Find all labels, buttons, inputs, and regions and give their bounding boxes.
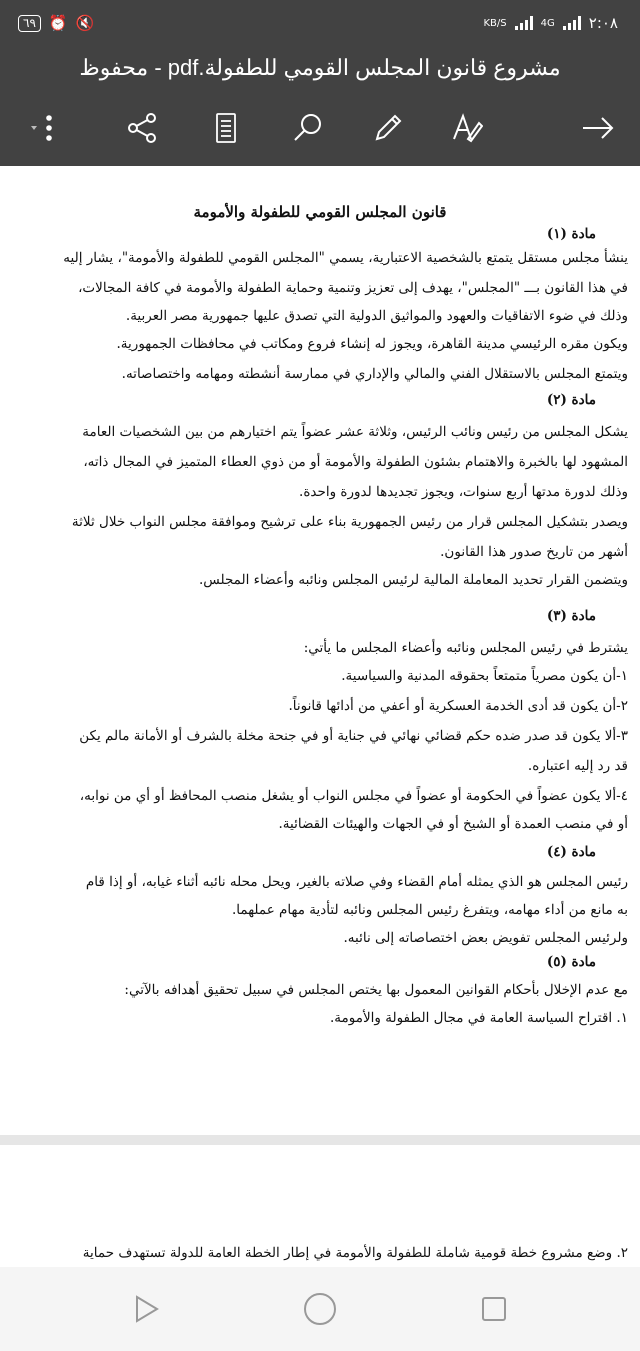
text-line: ينشأ مجلس مستقل يتمتع بالشخصية الاعتبارية، يسمي "المجلس القومي للطفولة والأمومة"، يشار إليه: [63, 250, 628, 266]
text-line: به مانع من أداء مهامه، ويتفرغ رئيس المجلس ونائبه لتأدية مهام عملهما.: [231, 902, 628, 918]
article-heading: مادة (٢): [546, 392, 596, 408]
text-line: قد رد إليه اعتباره.: [527, 758, 628, 774]
document-title-bar: مشروع قانون المجلس القومي للطفولة.pdf - محفوظ: [79, 55, 561, 80]
alarm-icon: ⏰: [48, 14, 68, 32]
article-heading: مادة (٥): [546, 954, 596, 970]
text-line: رئيس المجلس هو الذي يمثله أمام القضاء وفي صلاته بالغير، ويحل محله نائبه أثناء غيابه، أو إذا قام: [85, 874, 628, 890]
system-nav-bar: [0, 1267, 640, 1351]
text-line: أو في منصب العمدة أو الشيخ أو في الجهات والهيئات القضائية.: [278, 816, 628, 832]
document-heading: قانون المجلس القومي للطفولة والأمومة: [193, 203, 447, 221]
article-heading: مادة (٣): [546, 608, 596, 624]
text-line: ٢-أن يكون قد أدى الخدمة العسكرية أو أعفي من أدائها قانوناً.: [288, 698, 628, 714]
text-line: ١. اقتراح السياسة العامة في مجال الطفولة والأمومة.: [330, 1010, 628, 1026]
pdf-page[interactable]: [0, 166, 640, 1142]
pdf-page-2[interactable]: [0, 1145, 640, 1267]
page-list-icon[interactable]: [206, 108, 246, 148]
recents-square-icon[interactable]: [474, 1289, 514, 1329]
network-type: 4G: [540, 17, 555, 29]
page-separator: [0, 1135, 640, 1145]
overflow-menu-icon[interactable]: [26, 108, 66, 148]
article-heading: مادة (٤): [546, 844, 596, 860]
battery-indicator: ٦٩: [18, 15, 41, 32]
toolbar: [0, 100, 640, 152]
app-header: [0, 0, 640, 166]
text-line: ويتمتع المجلس بالاستقلال الفني والمالي والإداري في ممارسة أنشطته ومهامه واختصاصاته.: [121, 366, 628, 382]
text-line: ١-أن يكون مصرياً متمتعاً بحقوقه المدنية والسياسية.: [341, 668, 628, 684]
text-line: في هذا القانون بـــ "المجلس"، يهدف إلى تعزيز وتنمية وحماية الطفولة والأمومة في كافة المجالات،: [78, 280, 628, 296]
text-line: ويصدر بتشكيل المجلس قرار من رئيس الجمهورية بناء على ترشيح وموافقة مجلس النواب خلال ثلاثة: [71, 514, 628, 530]
ink-signature-icon[interactable]: [446, 108, 486, 148]
text-line: ولرئيس المجلس تفويض بعض اختصاصاته إلى نائبه.: [343, 930, 628, 946]
signal-icon-2: [563, 16, 581, 30]
text-line: ويتضمن القرار تحديد المعاملة المالية لرئيس المجلس ونائبه وأعضاء المجلس.: [199, 572, 628, 588]
text-line: يشكل المجلس من رئيس ونائب الرئيس، وثلاثة عشر عضواً يتم اختيارهم من بين الشخصيات العامة: [82, 424, 628, 440]
text-line: ٣-ألا يكون قد صدر ضده حكم قضائي نهائي في جناية أو في جنحة مخلة بالشرف أو الأمانة مالم يكن: [79, 728, 628, 744]
article-heading: مادة (١): [546, 226, 596, 242]
text-line: المشهود لها بالخبرة والاهتمام بشئون الطفولة والأمومة أو من ذوي العطاء المتميز في المجال ذاته،: [83, 454, 628, 470]
volume-muted-icon: 🔇: [75, 14, 95, 32]
signal-icon: [515, 16, 533, 30]
text-line: وذلك لدورة مدتها أربع سنوات، ويجوز تجديدها لدورة واحدة.: [299, 484, 628, 500]
text-line: وذلك في ضوء الاتفاقيات والعهود والمواثيق الدولية التي تصدق عليها جمهورية مصر العربية.: [125, 308, 628, 324]
share-icon[interactable]: [122, 108, 162, 148]
forward-arrow-icon[interactable]: [578, 108, 618, 148]
search-icon[interactable]: [288, 108, 328, 148]
text-line: يشترط في رئيس المجلس ونائبه وأعضاء المجلس ما يأتي:: [303, 640, 628, 656]
pen-icon[interactable]: [368, 108, 408, 148]
home-circle-icon[interactable]: [300, 1289, 340, 1329]
text-line: أشهر من تاريخ صدور هذا القانون.: [440, 544, 628, 560]
network-speed: KB/S: [483, 17, 507, 29]
status-bar: [0, 0, 640, 44]
text-line: مع عدم الإخلال بأحكام القوانين المعمول بها يختص المجلس في سبيل تحقيق أهدافه بالآتي:: [124, 982, 628, 998]
status-time: ٢:٠٨: [588, 14, 618, 32]
text-line: ٤-ألا يكون عضواً في الحكومة أو عضواً في مجلس النواب أو يشغل منصب المحافظ أو أي من نوابه،: [79, 788, 628, 804]
back-triangle-icon[interactable]: [126, 1289, 166, 1329]
text-line: ويكون مقره الرئيسي مدينة القاهرة، ويجوز له إنشاء فروع ومكاتب في محافظات الجمهورية.: [116, 336, 628, 352]
text-line: ٢. وضع مشروع خطة قومية شاملة للطفولة والأمومة في إطار الخطة العامة للدولة تستهدف حماية: [82, 1245, 628, 1261]
